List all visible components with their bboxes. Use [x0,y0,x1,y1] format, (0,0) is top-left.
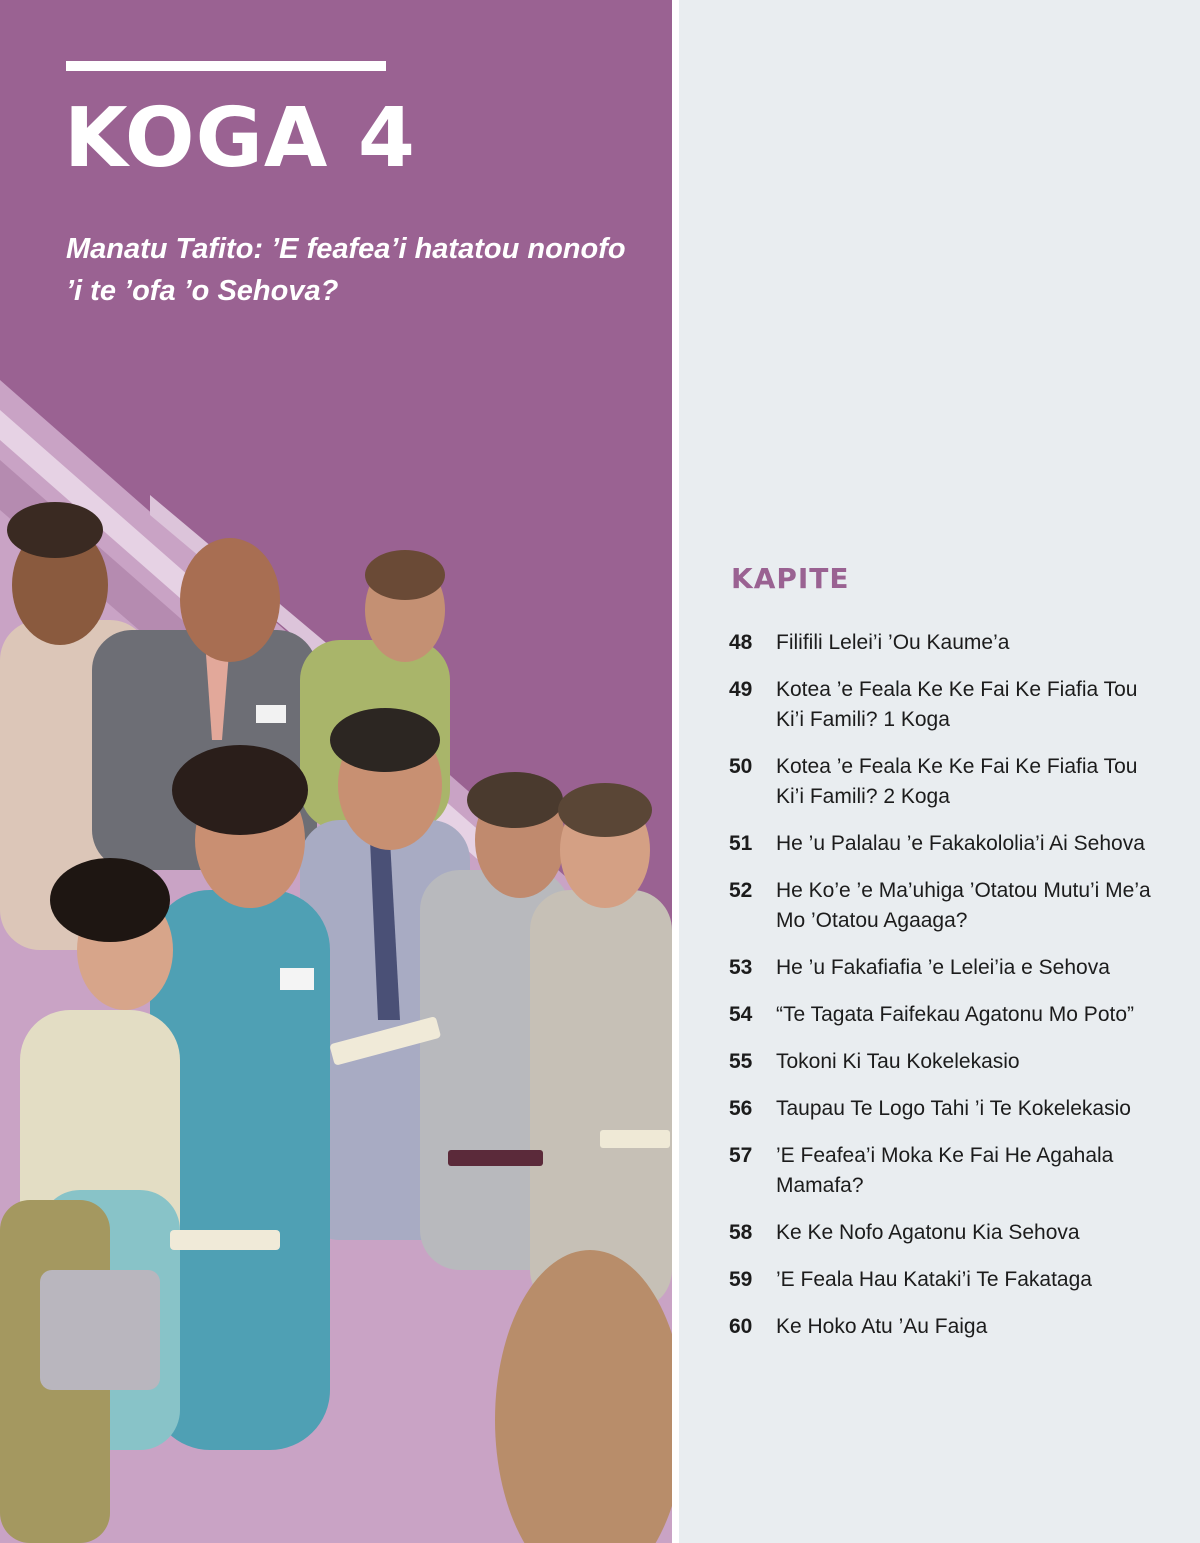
panel-divider [672,0,679,1543]
chapter-number: 49 [729,678,753,701]
chapter-item[interactable] [729,752,1169,812]
chapter-number: 52 [729,879,753,902]
contents-panel [679,0,1200,1543]
chapter-number: 53 [729,956,753,979]
chapter-title: Tokoni Ki Tau Kokelekasio [776,1050,1020,1073]
chapter-item[interactable] [729,1312,1169,1342]
chapter-number: 54 [729,1003,753,1026]
chapter-item[interactable] [729,1265,1169,1295]
congregation-illustration [0,370,672,1543]
chapter-number: 56 [729,1097,753,1120]
chapter-title: Filifili Lelei’i ’Ou Kaume’a [776,631,1010,654]
chapter-number: 57 [729,1144,753,1167]
main-idea-text: Manatu Tafito: ’E feafea’i hatatou nonofo ’i te ’ofa ’o Sehova? [66,233,626,307]
chapter-title: Kotea ’e Feala Ke Ke Fai Ke Fiafia Tou Ki’i Famili? 1 Koga [776,678,1138,731]
part-title: KOGA 4 [64,91,416,186]
chapter-title: Taupau Te Logo Tahi ’i Te Kokelekasio [776,1097,1131,1120]
chapter-item[interactable] [729,829,1169,859]
chapter-item[interactable] [729,1218,1169,1248]
chapter-item[interactable] [729,1047,1169,1077]
chapter-title: He ’u Palalau ’e Fakakololia’i Ai Sehova [776,832,1145,855]
chapter-item[interactable] [729,953,1169,983]
chapter-number: 60 [729,1315,753,1338]
chapter-item[interactable] [729,628,1169,658]
chapter-item[interactable] [729,675,1169,735]
chapter-title: Ke Ke Nofo Agatonu Kia Sehova [776,1221,1080,1244]
chapter-number: 59 [729,1268,753,1291]
toc-heading: KAPITE [731,562,850,595]
chapter-number: 50 [729,755,753,778]
chapter-list [729,628,1169,1359]
chapter-title: ’E Feala Hau Kataki’i Te Fakataga [776,1268,1092,1291]
chapter-title: “Te Tagata Faifekau Agatonu Mo Poto” [776,1003,1135,1026]
chapter-item[interactable] [729,876,1169,936]
chapter-item[interactable] [729,1094,1169,1124]
title-rule [66,61,386,71]
chapter-title: He ’u Fakafiafia ’e Lelei’ia e Sehova [776,956,1110,979]
chapter-item[interactable] [729,1000,1169,1030]
chapter-number: 58 [729,1221,753,1244]
chapter-number: 51 [729,832,753,855]
chapter-title: Kotea ’e Feala Ke Ke Fai Ke Fiafia Tou Ki’i Famili? 2 Koga [776,755,1138,808]
chapter-number: 55 [729,1050,753,1073]
chapter-number: 48 [729,631,753,654]
chapter-title: ’E Feafea’i Moka Ke Fai He Agahala Mamafa? [776,1144,1114,1197]
chapter-title: He Ko’e ’e Ma’uhiga ’Otatou Mutu’i Me’a Mo ’Otatou Agaaga? [776,879,1151,932]
chapter-item[interactable] [729,1141,1169,1201]
chapter-title: Ke Hoko Atu ’Au Faiga [776,1315,988,1338]
